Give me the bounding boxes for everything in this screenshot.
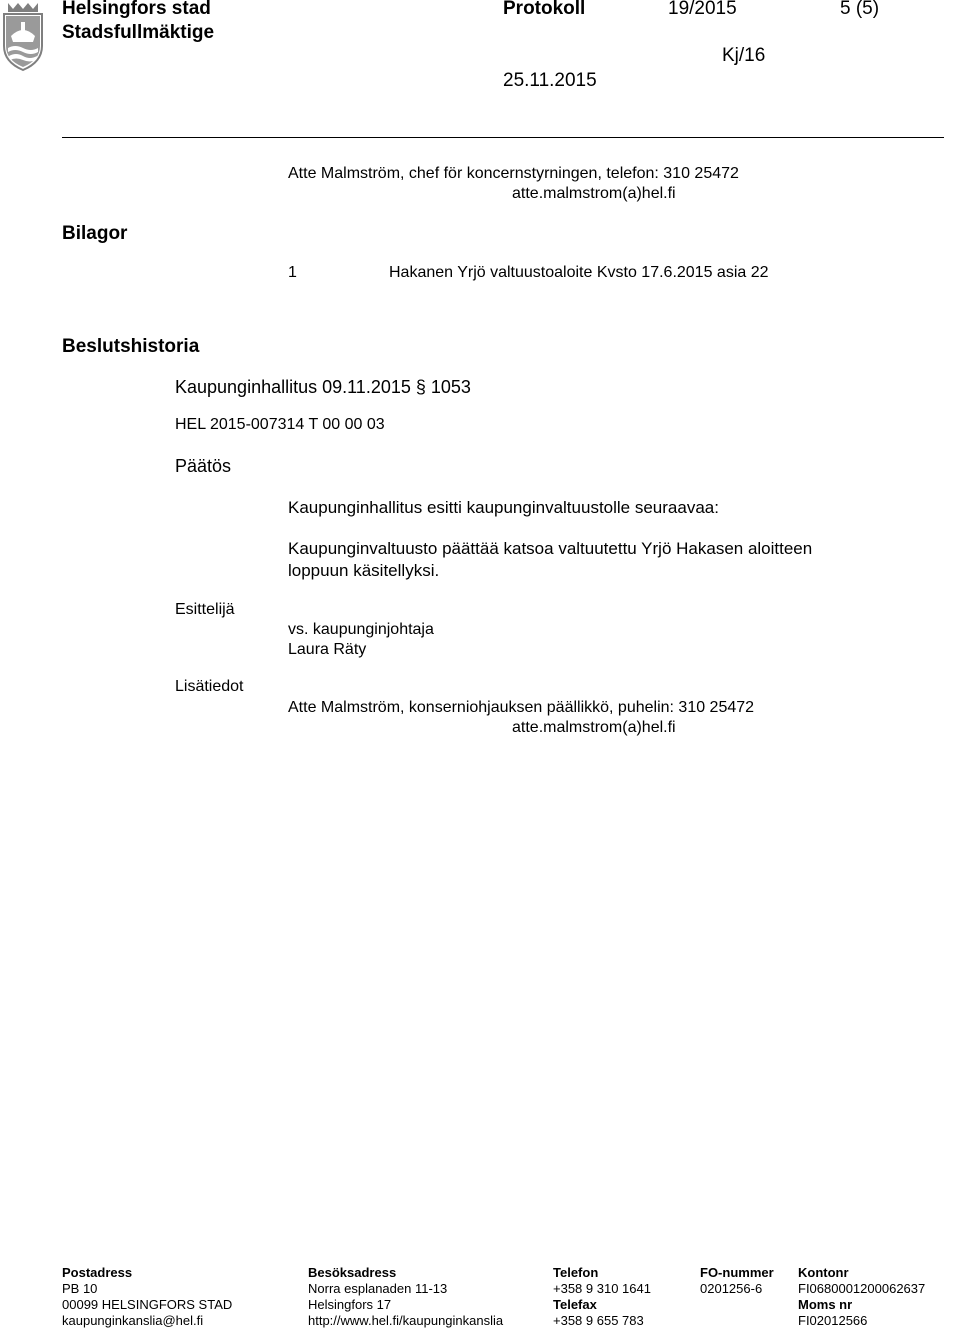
paatos-decision-line1: Kaupunginvaltuusto päättää katsoa valtuutettu Yrjö Hakasen aloitteen xyxy=(288,539,813,558)
footer-kontonr-label: Kontonr xyxy=(798,1265,849,1280)
contact-email: atte.malmstrom(a)hel.fi xyxy=(512,185,676,202)
esittelija-title: vs. kaupunginjohtaja xyxy=(288,621,434,638)
footer-moms-label: Moms nr xyxy=(798,1297,853,1312)
footer-telefon-label: Telefon xyxy=(553,1265,599,1280)
footer-postadress-label: Postadress xyxy=(62,1265,133,1280)
header-divider xyxy=(62,137,944,138)
contact-line: Atte Malmström, chef för koncernstyrningen, telefon: 310 25472 xyxy=(288,165,739,182)
bilagor-heading: Bilagor xyxy=(62,223,128,244)
footer-moms-number: FI02012566 xyxy=(798,1313,868,1328)
lisatiedot-contact: Atte Malmström, konserniohjauksen päällikkö, puhelin: 310 25472 xyxy=(288,699,755,716)
footer-besoksadress-1: Norra esplanaden 11-13 xyxy=(308,1281,448,1296)
paatos-decision-line2: loppuun käsitellyksi. xyxy=(288,561,440,580)
beslutshistoria-heading: Beslutshistoria xyxy=(62,336,200,357)
helsinki-coat-of-arms-icon xyxy=(0,0,46,72)
attachment-link[interactable]: Hakanen Yrjö valtuustoaloite Kvsto 17.6.2015 asia 22 xyxy=(389,264,769,281)
body-name: Stadsfullmäktige xyxy=(62,22,215,43)
footer-kontonr: FI0680001200062637 xyxy=(798,1281,926,1296)
lisatiedot-label: Lisätiedot xyxy=(175,678,244,695)
footer-besoksadress-label: Besöksadress xyxy=(308,1265,397,1280)
lisatiedot-email: atte.malmstrom(a)hel.fi xyxy=(512,719,676,736)
footer-email: kaupunginkanslia@hel.fi xyxy=(62,1313,204,1328)
doc-type: Protokoll xyxy=(503,0,586,19)
page-number: 5 (5) xyxy=(840,0,880,19)
footer-postadress-1: PB 10 xyxy=(62,1281,98,1296)
footer-website: http://www.hel.fi/kaupunginkanslia xyxy=(308,1313,504,1328)
attachment-number: 1 xyxy=(288,264,297,281)
doc-number: 19/2015 xyxy=(668,0,737,19)
meeting-reference: Kaupunginhallitus 09.11.2015 § 1053 xyxy=(175,377,471,397)
esittelija-label: Esittelijä xyxy=(175,601,235,618)
paatos-text: Kaupunginhallitus esitti kaupunginvaltuustolle seuraavaa: xyxy=(288,498,719,517)
case-reference: HEL 2015-007314 T 00 00 03 xyxy=(175,416,385,433)
footer-telefax-label: Telefax xyxy=(553,1297,597,1312)
footer-fo-number: 0201256-6 xyxy=(700,1281,763,1296)
footer-telefon: +358 9 310 1641 xyxy=(553,1281,651,1296)
esittelija-name: Laura Räty xyxy=(288,641,367,658)
footer-telefax: +358 9 655 783 xyxy=(553,1313,644,1328)
section-number: Kj/16 xyxy=(722,45,766,66)
paatos-label: Päätös xyxy=(175,456,232,476)
footer-besoksadress-2: Helsingfors 17 xyxy=(308,1297,392,1312)
footer-postadress-2: 00099 HELSINGFORS STAD xyxy=(62,1297,233,1312)
org-name: Helsingfors stad xyxy=(62,0,211,19)
meeting-date: 25.11.2015 xyxy=(503,70,597,91)
footer-fo-label: FO-nummer xyxy=(700,1265,774,1280)
